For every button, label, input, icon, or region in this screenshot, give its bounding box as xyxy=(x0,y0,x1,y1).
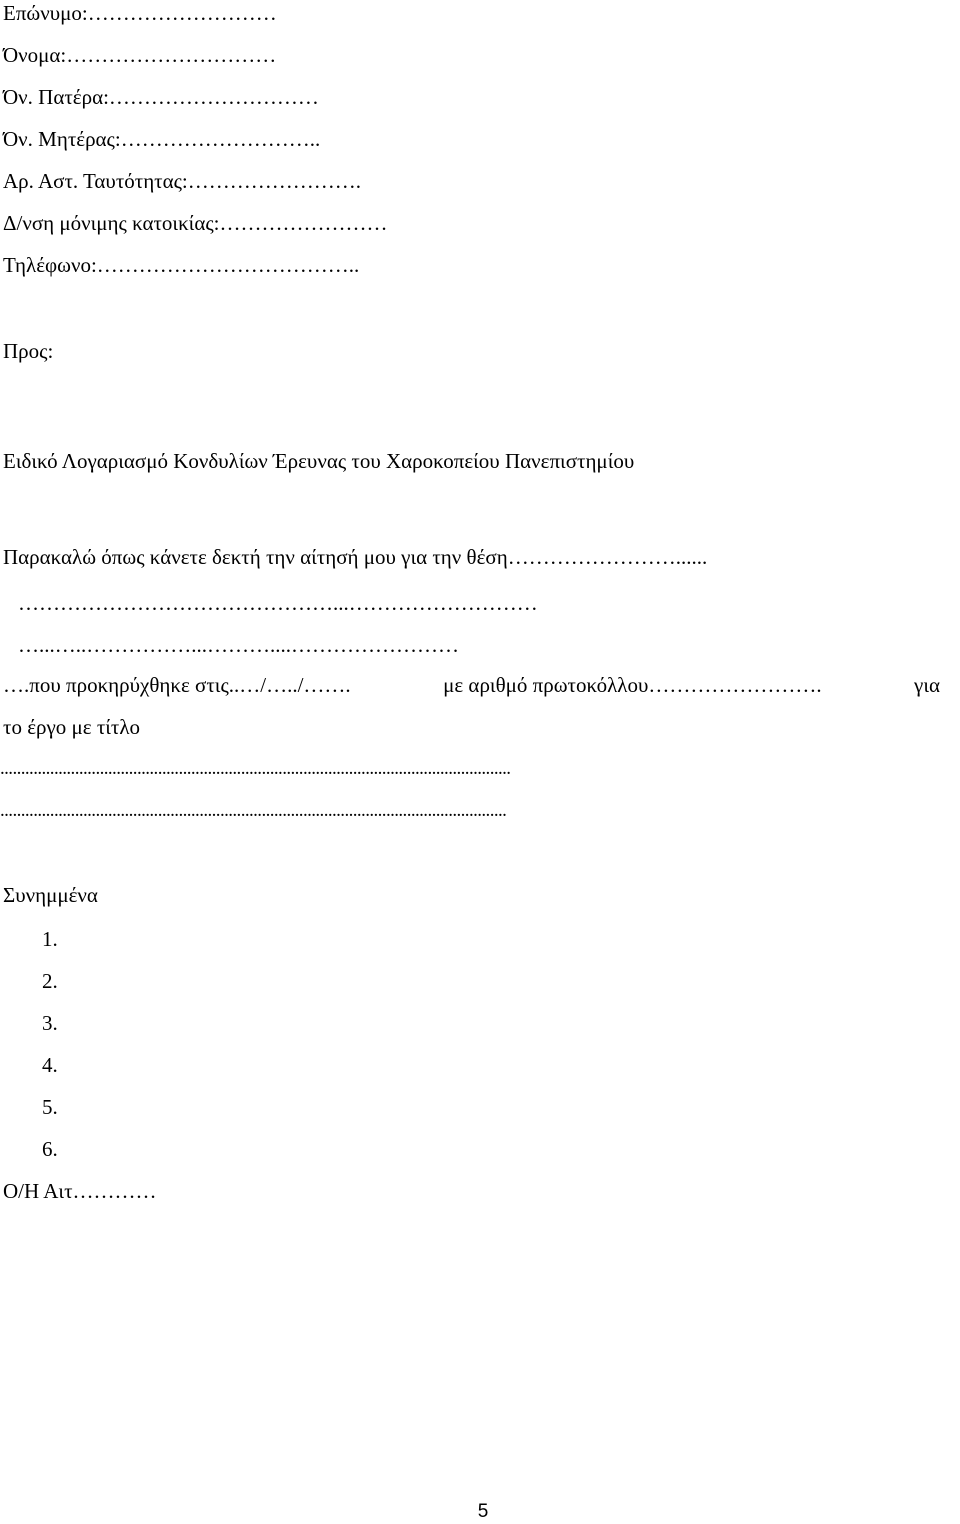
attachment-item-6: 6. xyxy=(42,1137,58,1161)
project-title-label: το έργο με τίτλο xyxy=(3,715,141,739)
page-number: 5 xyxy=(477,1501,489,1522)
request-line: Παρακαλώ όπως κάνετε δεκτή την αίτησή μου για την θέση……………………...... xyxy=(3,545,708,569)
surname-field: Επώνυμο:……………………… xyxy=(3,1,277,25)
attachments-label: Συνημμένα xyxy=(3,883,98,907)
recipient-label: Προς: xyxy=(3,339,54,363)
mother-name-field: Όν. Μητέρας:……………………….. xyxy=(3,127,321,151)
attachment-item-3: 3. xyxy=(42,1011,58,1035)
announcement-for: για xyxy=(914,673,940,697)
project-title-dots-2: .......................................................................................................................... xyxy=(0,800,507,821)
attachment-item-5: 5. xyxy=(42,1095,58,1119)
dots-line-1: ………………………………………...……………………… xyxy=(18,591,538,615)
first-name-field: Όνομα:………………………… xyxy=(3,43,277,67)
attachment-item-1: 1. xyxy=(42,927,58,951)
attachment-item-2: 2. xyxy=(42,969,58,993)
recipient-name: Ειδικό Λογαριασμό Κονδυλίων Έρευνας του Χαροκοπείου Πανεπιστημίου xyxy=(3,449,635,473)
announcement-line xyxy=(3,673,940,697)
dots-line-2: …...…..……………...………....…………………… xyxy=(18,633,459,657)
phone-field: Τηλέφωνο:……………………………….. xyxy=(3,253,360,277)
announcement-date: ….που προκηρύχθηκε στις..…/…../……. xyxy=(3,673,351,697)
announcement-protocol: με αριθμό πρωτοκόλλου……………………. xyxy=(443,673,822,697)
project-title-dots-1: ........................................................................................................................... xyxy=(0,758,511,779)
id-card-number-field: Αρ. Αστ. Ταυτότητας:……………………. xyxy=(3,169,362,193)
applicant-signature: Ο/Η Αιτ………… xyxy=(3,1179,157,1203)
father-name-field: Όν. Πατέρα:………………………… xyxy=(3,85,319,109)
attachment-item-4: 4. xyxy=(42,1053,58,1077)
address-field: Δ/νση μόνιμης κατοικίας:…………………… xyxy=(3,211,388,235)
